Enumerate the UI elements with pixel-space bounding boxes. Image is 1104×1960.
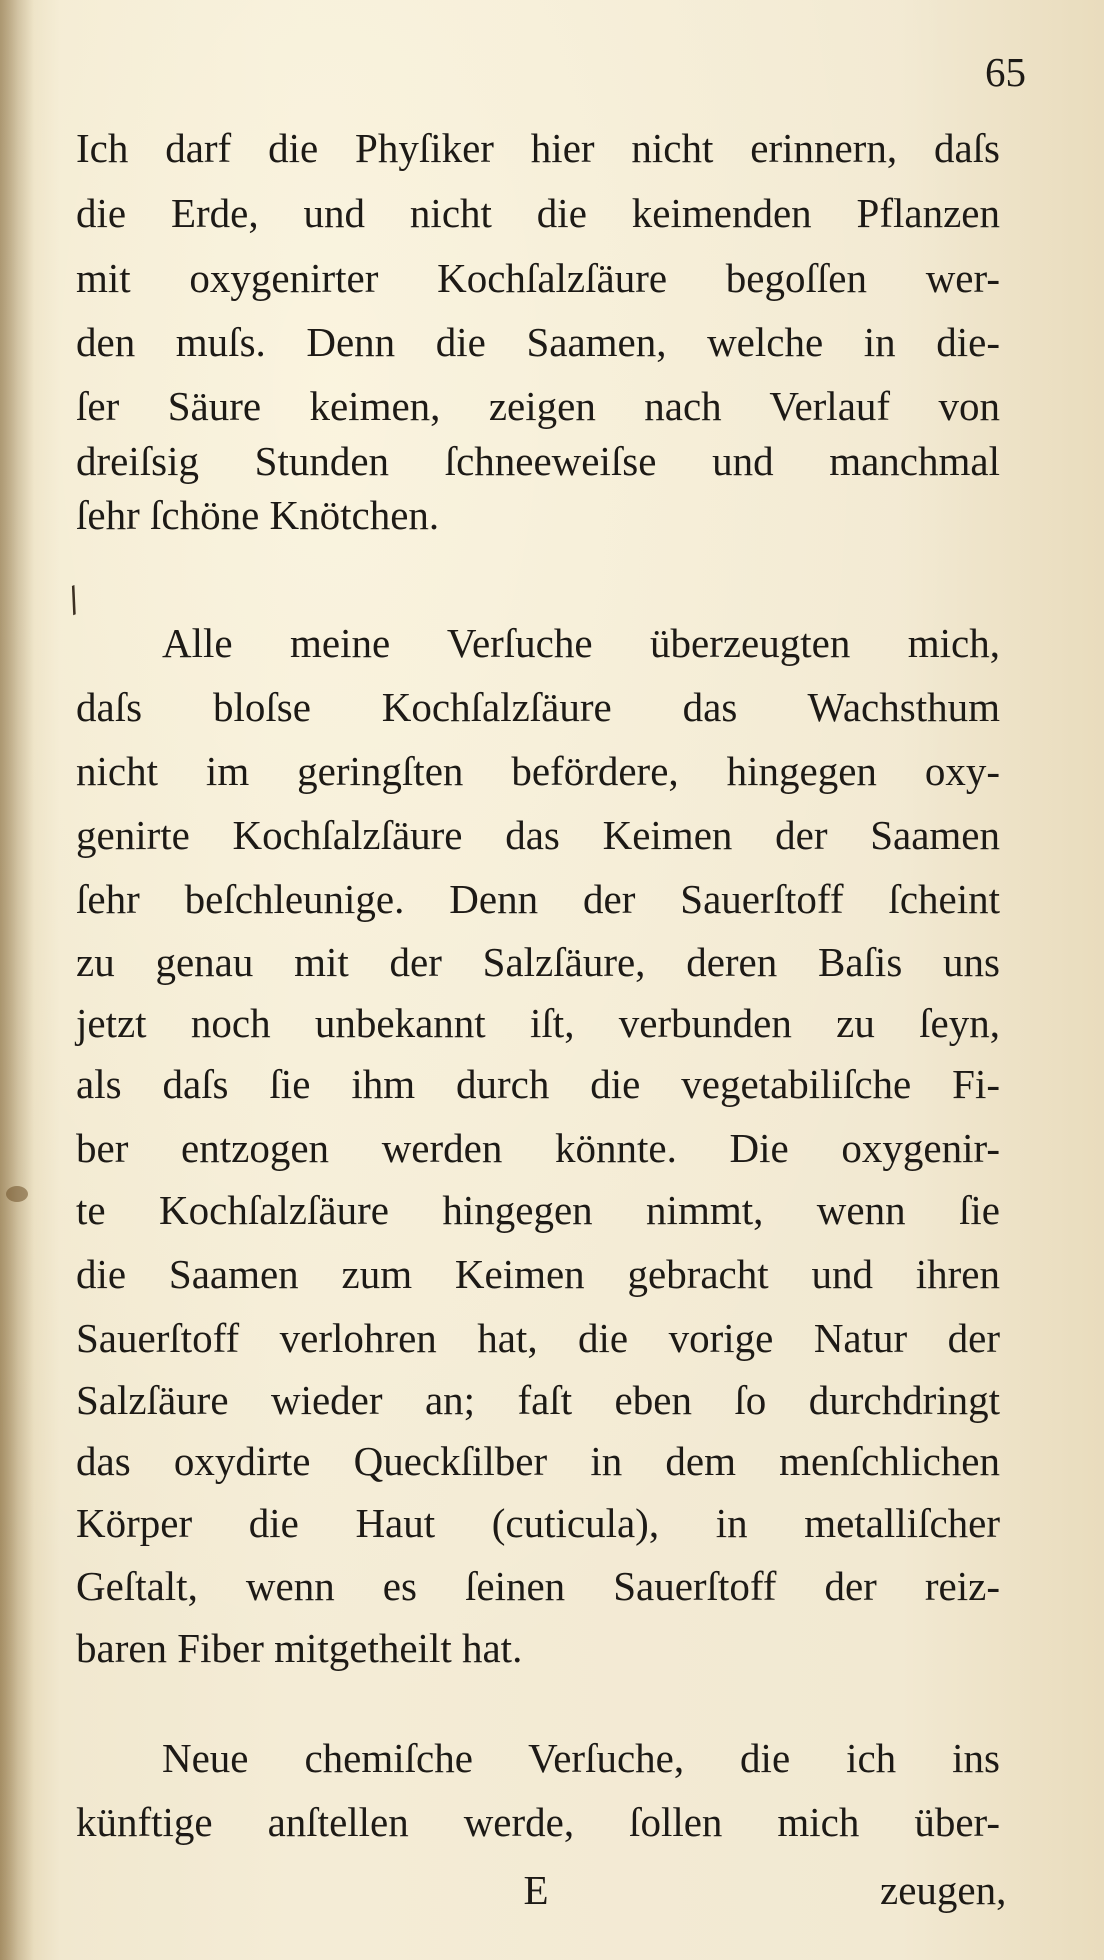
signature-mark: E <box>523 1867 549 1913</box>
ink-stain <box>6 1186 28 1202</box>
text-line: zu genau mit der Salzſäure, deren Baſis uns <box>76 939 1000 985</box>
text-line: ſer Säure keimen, zeigen nach Verlauf von <box>76 383 1000 429</box>
text-line: ber entzogen werden könnte. Die oxygenir- <box>76 1125 1000 1171</box>
text-line: Salzſäure wieder an; faſt eben ſo durchdringt <box>76 1377 1000 1423</box>
text-line: genirte Kochſalzſäure das Keimen der Saamen <box>76 812 1000 858</box>
text-line: Sauerſtoff verlohren hat, die vorige Natur der <box>76 1315 1000 1361</box>
text-line: dreiſsig Stunden ſchneeweiſse und manchmal <box>76 438 1000 484</box>
text-line: die Erde, und nicht die keimenden Pflanzen <box>76 190 1000 236</box>
text-line: als daſs ſie ihm durch die vegetabiliſche Fi- <box>76 1061 1000 1107</box>
text-line: Neue chemiſche Verſuche, die ich ins <box>162 1735 1000 1781</box>
text-line: jetzt noch unbekannt iſt, verbunden zu ſeyn, <box>76 1000 1000 1046</box>
text-line: ſehr beſchleunige. Denn der Sauerſtoff ſcheint <box>76 876 1000 922</box>
text-line: nicht im geringſten befördere, hingegen oxy- <box>76 748 1000 794</box>
text-line: mit oxygenirter Kochſalzſäure begoſſen wer- <box>76 255 1000 301</box>
gutter-shadow <box>0 0 34 1960</box>
pencil-mark: / <box>61 579 86 621</box>
text-line: künftige anſtellen werde, ſollen mich über- <box>76 1799 1000 1845</box>
text-line: den muſs. Denn die Saamen, welche in die- <box>76 319 1000 365</box>
catchword: zeugen, <box>880 1867 1007 1913</box>
text-line: Körper die Haut (cuticula), in metalliſcher <box>76 1500 1000 1546</box>
text-line: te Kochſalzſäure hingegen nimmt, wenn ſie <box>76 1187 1000 1233</box>
text-line: Alle meine Verſuche überzeugten mich, <box>162 620 1000 666</box>
text-line: Ich darf die Phyſiker hier nicht erinnern, daſs <box>76 125 1000 171</box>
text-line: ſehr ſchöne Knötchen. <box>76 492 440 538</box>
text-line: Geſtalt, wenn es ſeinen Sauerſtoff der reiz- <box>76 1563 1000 1609</box>
text-line: baren Fiber mitgetheilt hat. <box>76 1625 523 1671</box>
text-line: daſs bloſse Kochſalzſäure das Wachsthum <box>76 684 1000 730</box>
text-line: das oxydirte Queckſilber in dem menſchlichen <box>76 1438 1000 1484</box>
page-number: 65 <box>985 49 1026 95</box>
text-line: die Saamen zum Keimen gebracht und ihren <box>76 1251 1000 1297</box>
